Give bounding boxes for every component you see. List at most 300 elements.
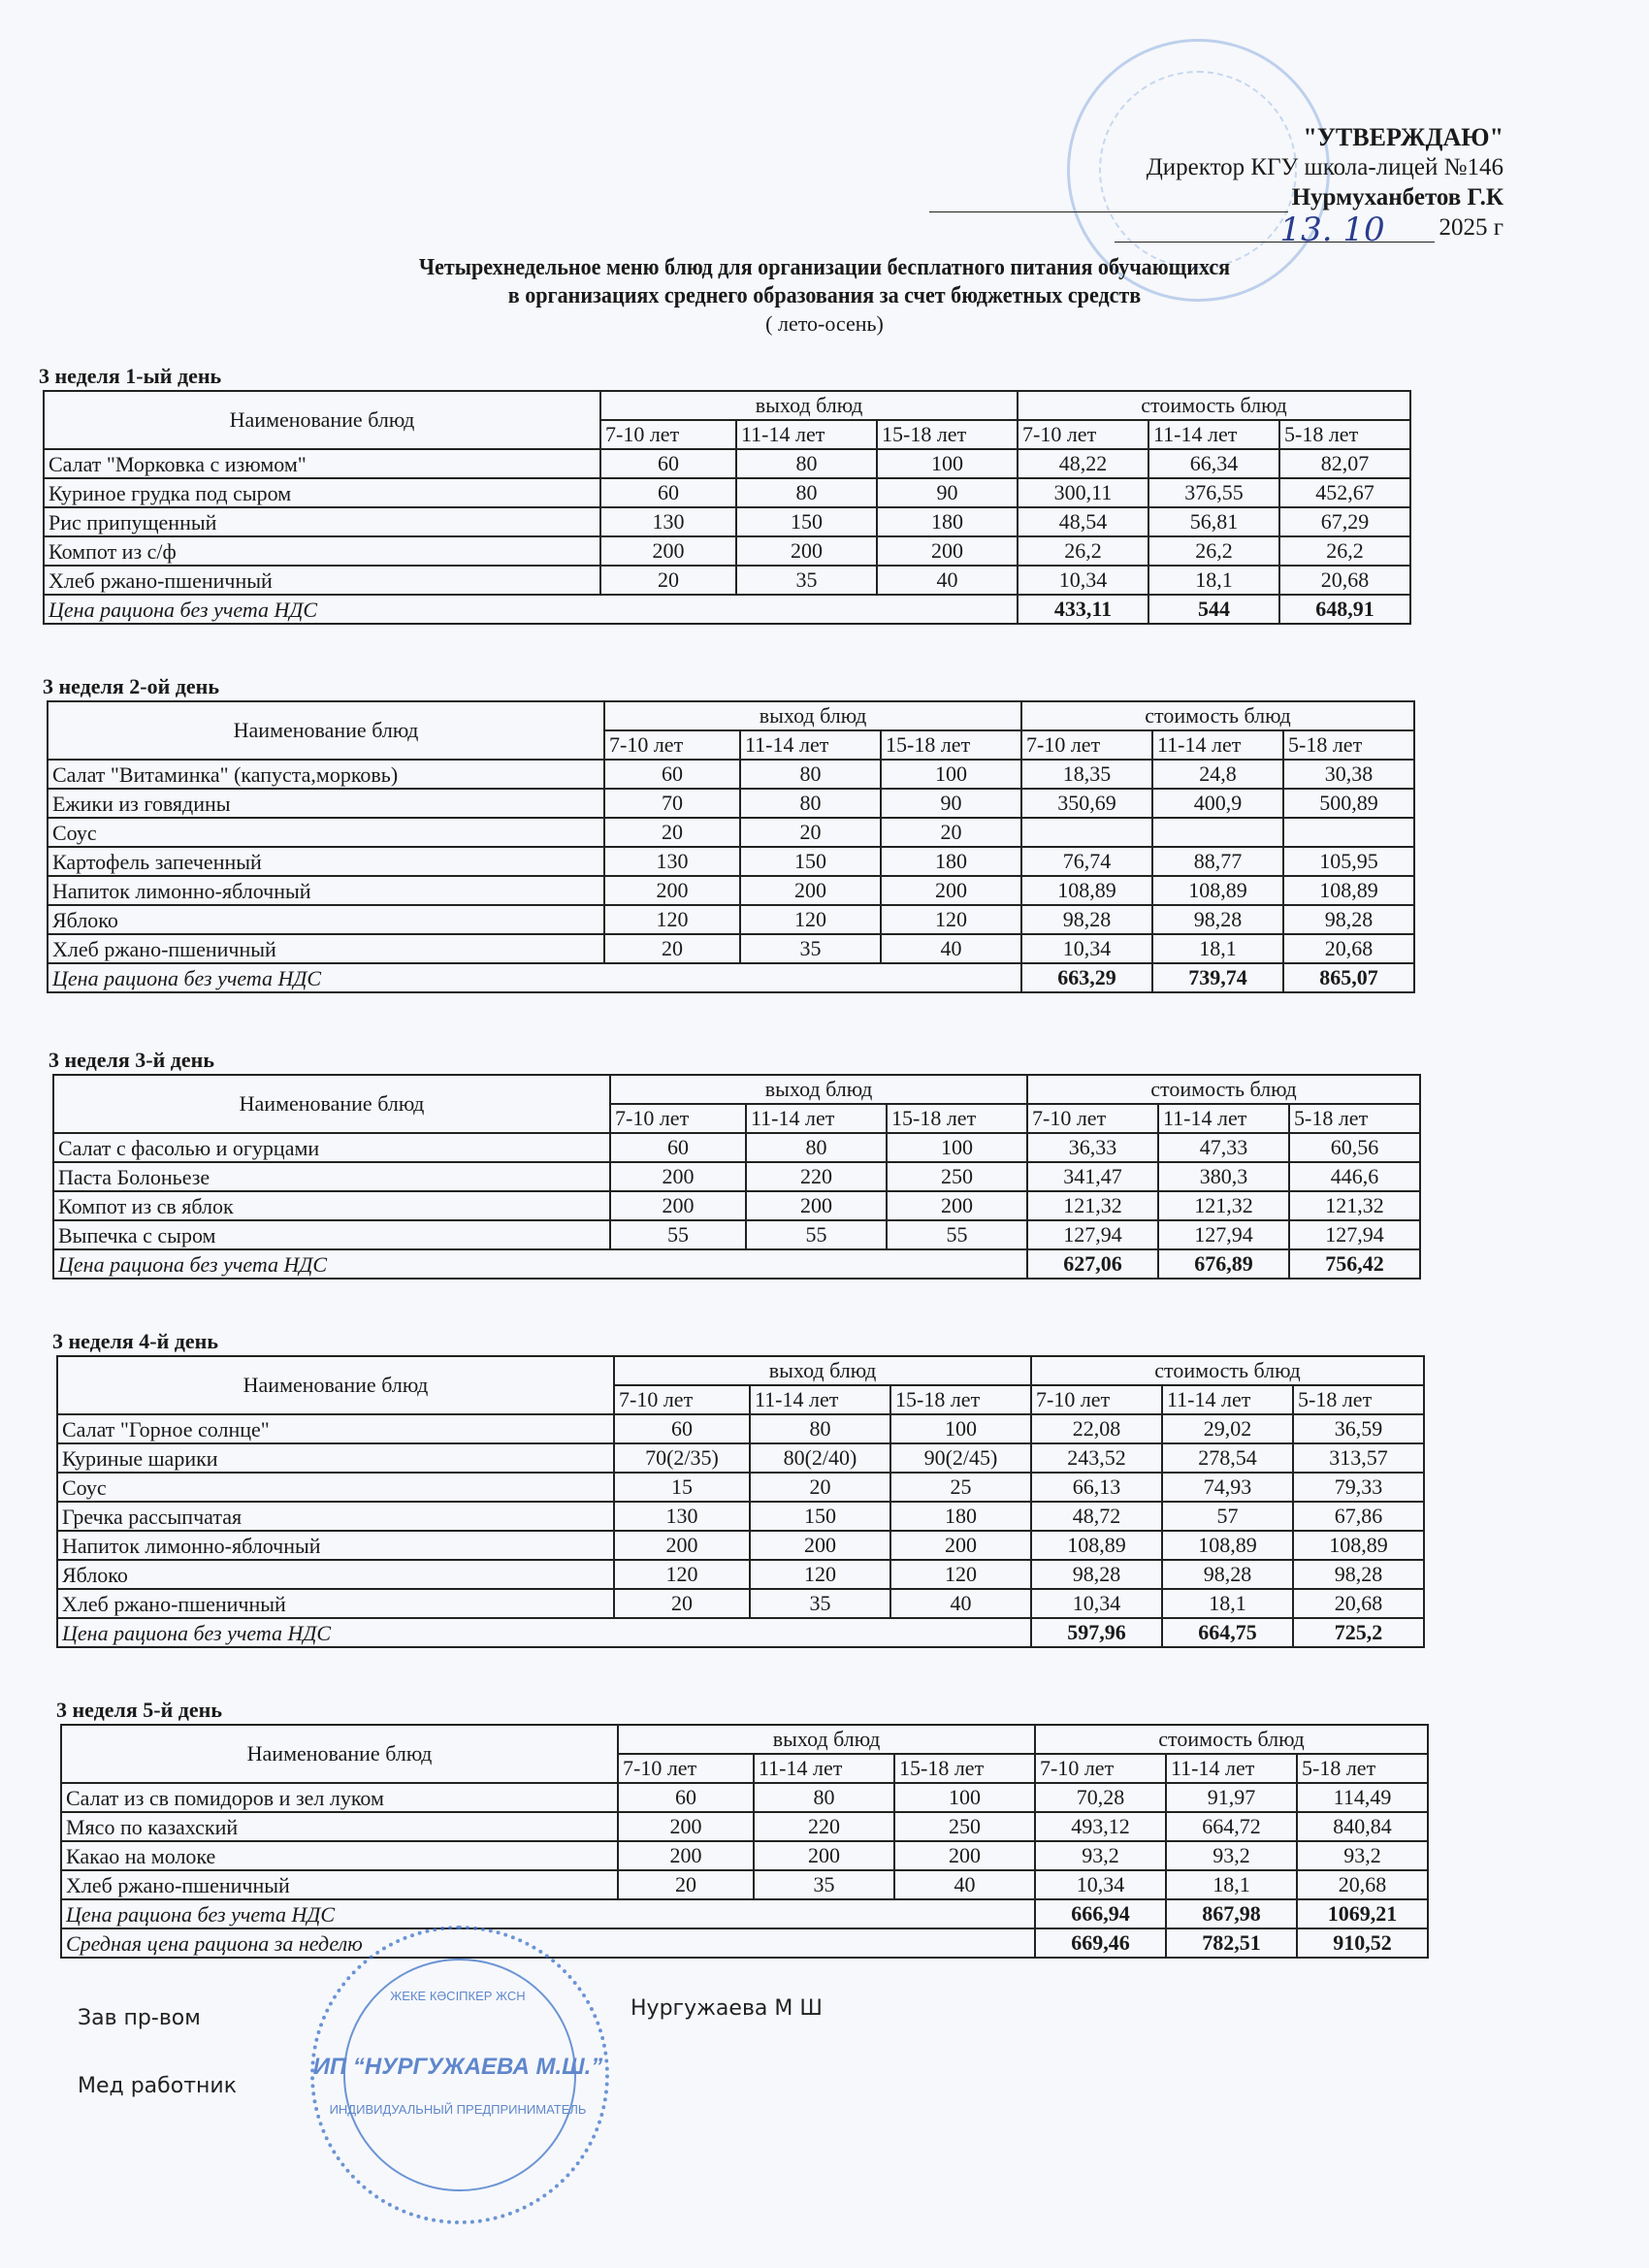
dish-yield: 40 xyxy=(881,934,1021,963)
title-line-1: Четырехнедельное меню блюд для организации бесплатного питания обучающихся xyxy=(418,255,1231,280)
day-title: 3 неделя 5-й день xyxy=(56,1698,222,1722)
dish-cost: 18,1 xyxy=(1148,566,1279,595)
dish-cost: 380,3 xyxy=(1158,1162,1289,1191)
dish-yield: 80 xyxy=(736,449,877,478)
dish-yield: 100 xyxy=(877,449,1018,478)
dish-cost: 22,08 xyxy=(1031,1414,1162,1443)
dish-cost: 108,89 xyxy=(1031,1531,1162,1560)
dish-yield: 150 xyxy=(750,1502,890,1531)
cost-age-header: 11-14 лет xyxy=(1158,1104,1289,1133)
approval-position: Директор КГУ школа-лицей №146 xyxy=(1146,154,1504,180)
weekly-average-label: Средная цена рациона за неделю xyxy=(61,1928,1035,1958)
cost-age-header: 7-10 лет xyxy=(1031,1385,1162,1414)
total-label: Цена рациона без учета НДС xyxy=(44,595,1018,624)
dish-cost: 60,56 xyxy=(1289,1133,1420,1162)
dish-name: Гречка рассыпчатая xyxy=(57,1502,614,1531)
dish-cost: 47,33 xyxy=(1158,1133,1289,1162)
dish-yield: 200 xyxy=(736,536,877,566)
dish-yield: 60 xyxy=(600,449,736,478)
dish-cost: 30,38 xyxy=(1283,760,1414,789)
dish-yield: 220 xyxy=(754,1812,894,1841)
dish-name: Ежики из говядины xyxy=(48,789,604,818)
yield-age-header: 11-14 лет xyxy=(746,1104,887,1133)
dish-name: Напиток лимонно-яблочный xyxy=(57,1531,614,1560)
stamp-top-text: ЖЕКЕ КӘСІПКЕР ЖСН xyxy=(390,1989,526,2003)
dish-cost: 26,2 xyxy=(1018,536,1148,566)
table-row xyxy=(48,760,1414,789)
dish-cost: 76,74 xyxy=(1021,847,1152,876)
cost-header: стоимость блюд xyxy=(1018,391,1410,420)
dish-yield: 20 xyxy=(740,818,881,847)
yield-age-header: 15-18 лет xyxy=(887,1104,1027,1133)
dish-name: Яблоко xyxy=(57,1560,614,1589)
dish-cost: 20,68 xyxy=(1293,1589,1424,1618)
stamp-sub-text: ИНДИВИДУАЛЬНЫЙ ПРЕДПРИНИМАТЕЛЬ xyxy=(329,2102,587,2117)
total-row xyxy=(53,1249,1420,1279)
total-row xyxy=(48,963,1414,992)
day-title: 3 неделя 2-ой день xyxy=(43,674,219,698)
dish-yield: 70(2/35) xyxy=(614,1443,750,1473)
dish-cost: 48,72 xyxy=(1031,1502,1162,1531)
table-row xyxy=(57,1414,1424,1443)
dish-yield: 150 xyxy=(736,507,877,536)
dish-name-header: Наименование блюд xyxy=(61,1725,618,1783)
dish-yield: 200 xyxy=(600,536,736,566)
dish-yield: 35 xyxy=(740,934,881,963)
yield-age-header: 15-18 лет xyxy=(881,730,1021,760)
table-row xyxy=(48,905,1414,934)
dish-yield: 200 xyxy=(604,876,740,905)
dish-name: Компот из св яблок xyxy=(53,1191,610,1220)
dish-yield: 100 xyxy=(890,1414,1031,1443)
dish-yield: 35 xyxy=(754,1870,894,1899)
cost-age-header: 5-18 лет xyxy=(1279,420,1410,449)
cost-age-header: 5-18 лет xyxy=(1289,1104,1420,1133)
table-row xyxy=(48,789,1414,818)
total-value: 865,07 xyxy=(1283,963,1414,992)
dish-cost: 376,55 xyxy=(1148,478,1279,507)
dish-yield: 180 xyxy=(881,847,1021,876)
dish-yield: 200 xyxy=(890,1531,1031,1560)
dish-cost: 79,33 xyxy=(1293,1473,1424,1502)
approval-title: "УТВЕРЖДАЮ" xyxy=(1303,123,1504,151)
dish-cost: 26,2 xyxy=(1148,536,1279,566)
dish-yield: 250 xyxy=(894,1812,1035,1841)
dish-cost: 493,12 xyxy=(1035,1812,1166,1841)
dish-yield: 20 xyxy=(600,566,736,595)
dish-cost: 20,68 xyxy=(1279,566,1410,595)
dish-yield: 80(2/40) xyxy=(750,1443,890,1473)
dish-cost: 67,86 xyxy=(1293,1502,1424,1531)
total-value: 676,89 xyxy=(1158,1249,1289,1279)
yield-age-header: 7-10 лет xyxy=(618,1754,754,1783)
table-row xyxy=(48,876,1414,905)
dish-cost: 108,89 xyxy=(1293,1531,1424,1560)
dish-cost: 121,32 xyxy=(1158,1191,1289,1220)
cost-age-header: 11-14 лет xyxy=(1162,1385,1293,1414)
dish-cost: 341,47 xyxy=(1027,1162,1158,1191)
stamp-main-text: ИП “НУРГУЖАЕВА М.Ш.” xyxy=(312,2054,603,2080)
dish-yield: 220 xyxy=(746,1162,887,1191)
dish-yield: 55 xyxy=(746,1220,887,1249)
dish-yield: 120 xyxy=(614,1560,750,1589)
dish-yield: 20 xyxy=(881,818,1021,847)
total-value: 756,42 xyxy=(1289,1249,1420,1279)
total-row xyxy=(61,1899,1428,1928)
dish-name: Соус xyxy=(48,818,604,847)
entrepreneur-stamp xyxy=(310,1926,609,2224)
dish-yield: 80 xyxy=(736,478,877,507)
dish-name-header: Наименование блюд xyxy=(57,1356,614,1414)
total-label: Цена рациона без учета НДС xyxy=(53,1249,1027,1279)
dish-yield: 90 xyxy=(877,478,1018,507)
yield-age-header: 11-14 лет xyxy=(740,730,881,760)
total-value: 666,94 xyxy=(1035,1899,1166,1928)
header-row xyxy=(57,1356,1424,1385)
season-label: ( лето-осень) xyxy=(765,311,884,336)
dish-cost: 108,89 xyxy=(1162,1531,1293,1560)
table-row xyxy=(61,1841,1428,1870)
yield-header: выход блюд xyxy=(610,1075,1027,1104)
handwritten-date: 13. 10 xyxy=(1279,211,1385,249)
yield-age-header: 11-14 лет xyxy=(736,420,877,449)
dish-yield: 60 xyxy=(610,1133,746,1162)
dish-yield: 60 xyxy=(614,1414,750,1443)
menu-table xyxy=(43,390,1411,625)
date-line xyxy=(1115,211,1435,249)
document-title xyxy=(0,254,1649,338)
dish-yield: 55 xyxy=(610,1220,746,1249)
approval-year: 2025 г xyxy=(1439,214,1504,241)
dish-cost xyxy=(1021,818,1152,847)
table-row xyxy=(53,1133,1420,1162)
dish-name: Хлеб ржано-пшеничный xyxy=(61,1870,618,1899)
dish-cost: 36,33 xyxy=(1027,1133,1158,1162)
dish-yield: 90(2/45) xyxy=(890,1443,1031,1473)
dish-name: Напиток лимонно-яблочный xyxy=(48,876,604,905)
table-row xyxy=(61,1870,1428,1899)
dish-cost: 91,97 xyxy=(1166,1783,1297,1812)
dish-yield: 200 xyxy=(887,1191,1027,1220)
dish-yield: 200 xyxy=(894,1841,1035,1870)
dish-name: Куриные шарики xyxy=(57,1443,614,1473)
yield-age-header: 7-10 лет xyxy=(600,420,736,449)
dish-cost: 98,28 xyxy=(1283,905,1414,934)
yield-header: выход блюд xyxy=(618,1725,1035,1754)
table-row xyxy=(57,1473,1424,1502)
dish-yield: 20 xyxy=(614,1589,750,1618)
total-value: 664,75 xyxy=(1162,1618,1293,1647)
dish-yield: 60 xyxy=(618,1783,754,1812)
total-value: 544 xyxy=(1148,595,1279,624)
dish-cost: 98,28 xyxy=(1021,905,1152,934)
dish-cost: 88,77 xyxy=(1152,847,1283,876)
dish-cost: 67,29 xyxy=(1279,507,1410,536)
cost-age-header: 7-10 лет xyxy=(1018,420,1148,449)
dish-name-header: Наименование блюд xyxy=(48,701,604,760)
cost-header: стоимость блюд xyxy=(1035,1725,1428,1754)
table-row xyxy=(57,1502,1424,1531)
menu-table xyxy=(60,1724,1429,1959)
dish-yield: 100 xyxy=(881,760,1021,789)
cost-header: стоимость блюд xyxy=(1027,1075,1420,1104)
yield-age-header: 11-14 лет xyxy=(754,1754,894,1783)
dish-yield: 55 xyxy=(887,1220,1027,1249)
dish-cost: 108,89 xyxy=(1283,876,1414,905)
dish-name: Паста Болоньезе xyxy=(53,1162,610,1191)
header-row xyxy=(48,701,1414,730)
dish-cost: 66,13 xyxy=(1031,1473,1162,1502)
dish-yield: 60 xyxy=(600,478,736,507)
dish-yield: 200 xyxy=(610,1191,746,1220)
dish-name: Салат с фасолью и огурцами xyxy=(53,1133,610,1162)
dish-cost: 56,81 xyxy=(1148,507,1279,536)
table-row xyxy=(48,847,1414,876)
yield-age-header: 15-18 лет xyxy=(877,420,1018,449)
total-value: 1069,21 xyxy=(1297,1899,1428,1928)
dish-cost: 18,1 xyxy=(1152,934,1283,963)
dish-cost: 278,54 xyxy=(1162,1443,1293,1473)
dish-cost: 10,34 xyxy=(1035,1870,1166,1899)
dish-name: Какао на молоке xyxy=(61,1841,618,1870)
approval-block xyxy=(929,122,1504,249)
dish-yield: 200 xyxy=(610,1162,746,1191)
dish-yield: 40 xyxy=(894,1870,1035,1899)
dish-yield: 20 xyxy=(604,818,740,847)
dish-name: Салат "Горное солнце" xyxy=(57,1414,614,1443)
dish-yield: 80 xyxy=(740,789,881,818)
dish-cost: 20,68 xyxy=(1283,934,1414,963)
dish-yield: 200 xyxy=(746,1191,887,1220)
dish-cost: 18,1 xyxy=(1162,1589,1293,1618)
dish-cost: 26,2 xyxy=(1279,536,1410,566)
dish-yield: 200 xyxy=(618,1841,754,1870)
dish-yield: 200 xyxy=(618,1812,754,1841)
cost-age-header: 5-18 лет xyxy=(1293,1385,1424,1414)
table-row xyxy=(57,1443,1424,1473)
dish-yield: 120 xyxy=(890,1560,1031,1589)
dish-cost: 10,34 xyxy=(1031,1589,1162,1618)
dish-yield: 35 xyxy=(736,566,877,595)
table-row xyxy=(44,449,1410,478)
dish-yield: 100 xyxy=(894,1783,1035,1812)
dish-name: Яблоко xyxy=(48,905,604,934)
dish-cost: 93,2 xyxy=(1166,1841,1297,1870)
head-name: Нургужаева М Ш xyxy=(630,1996,823,2021)
dish-cost: 48,54 xyxy=(1018,507,1148,536)
yield-header: выход блюд xyxy=(604,701,1021,730)
dish-yield: 25 xyxy=(890,1473,1031,1502)
dish-cost xyxy=(1283,818,1414,847)
yield-age-header: 11-14 лет xyxy=(750,1385,890,1414)
dish-cost: 98,28 xyxy=(1293,1560,1424,1589)
dish-name: Салат из св помидоров и зел луком xyxy=(61,1783,618,1812)
dish-yield: 80 xyxy=(746,1133,887,1162)
dish-yield: 80 xyxy=(740,760,881,789)
dish-yield: 20 xyxy=(618,1870,754,1899)
yield-age-header: 7-10 лет xyxy=(604,730,740,760)
day-title: 3 неделя 3-й день xyxy=(48,1048,214,1072)
dish-name: Салат "Морковка с изюмом" xyxy=(44,449,600,478)
dish-cost: 20,68 xyxy=(1297,1870,1428,1899)
dish-cost: 36,59 xyxy=(1293,1414,1424,1443)
dish-name: Салат "Витаминка" (капуста,морковь) xyxy=(48,760,604,789)
dish-cost: 18,35 xyxy=(1021,760,1152,789)
table-row xyxy=(61,1783,1428,1812)
dish-yield: 130 xyxy=(614,1502,750,1531)
dish-yield: 200 xyxy=(614,1531,750,1560)
dish-cost: 400,9 xyxy=(1152,789,1283,818)
dish-yield: 80 xyxy=(754,1783,894,1812)
dish-yield: 200 xyxy=(881,876,1021,905)
dish-yield: 130 xyxy=(600,507,736,536)
dish-yield: 200 xyxy=(740,876,881,905)
dish-cost: 446,6 xyxy=(1289,1162,1420,1191)
dish-yield: 120 xyxy=(604,905,740,934)
dish-name: Хлеб ржано-пшеничный xyxy=(48,934,604,963)
dish-name: Соус xyxy=(57,1473,614,1502)
dish-yield: 90 xyxy=(881,789,1021,818)
dish-yield: 70 xyxy=(604,789,740,818)
table-row xyxy=(44,507,1410,536)
table-row xyxy=(44,566,1410,595)
dish-cost: 127,94 xyxy=(1027,1220,1158,1249)
dish-cost: 93,2 xyxy=(1297,1841,1428,1870)
table-row xyxy=(48,934,1414,963)
dish-yield: 200 xyxy=(877,536,1018,566)
dish-cost: 66,34 xyxy=(1148,449,1279,478)
dish-yield: 15 xyxy=(614,1473,750,1502)
cost-header: стоимость блюд xyxy=(1021,701,1414,730)
dish-yield: 180 xyxy=(890,1502,1031,1531)
total-value: 739,74 xyxy=(1152,963,1283,992)
weekly-average-value: 669,46 xyxy=(1035,1928,1166,1958)
total-label: Цена рациона без учета НДС xyxy=(48,963,1021,992)
total-value: 597,96 xyxy=(1031,1618,1162,1647)
director-signature-line xyxy=(929,190,1288,212)
dish-yield: 250 xyxy=(887,1162,1027,1191)
dish-cost: 24,8 xyxy=(1152,760,1283,789)
dish-cost: 350,69 xyxy=(1021,789,1152,818)
total-value: 627,06 xyxy=(1027,1249,1158,1279)
dish-cost: 452,67 xyxy=(1279,478,1410,507)
total-value: 648,91 xyxy=(1279,595,1410,624)
dish-cost: 664,72 xyxy=(1166,1812,1297,1841)
dish-cost: 10,34 xyxy=(1018,566,1148,595)
cost-header: стоимость блюд xyxy=(1031,1356,1424,1385)
header-row xyxy=(53,1075,1420,1104)
cost-age-header: 7-10 лет xyxy=(1035,1754,1166,1783)
dish-cost: 93,2 xyxy=(1035,1841,1166,1870)
dish-yield: 80 xyxy=(750,1414,890,1443)
dish-cost: 108,89 xyxy=(1152,876,1283,905)
dish-name-header: Наименование блюд xyxy=(44,391,600,449)
weekly-average-value: 782,51 xyxy=(1166,1928,1297,1958)
director-name: Нурмуханбетов Г.К xyxy=(1291,184,1504,211)
dish-cost: 29,02 xyxy=(1162,1414,1293,1443)
dish-cost: 82,07 xyxy=(1279,449,1410,478)
table-row xyxy=(53,1162,1420,1191)
dish-name: Хлеб ржано-пшеничный xyxy=(44,566,600,595)
table-row xyxy=(57,1560,1424,1589)
dish-cost: 105,95 xyxy=(1283,847,1414,876)
menu-table xyxy=(56,1355,1425,1648)
dish-yield: 120 xyxy=(750,1560,890,1589)
yield-header: выход блюд xyxy=(600,391,1018,420)
dish-yield: 100 xyxy=(887,1133,1027,1162)
dish-yield: 20 xyxy=(604,934,740,963)
menu-table xyxy=(47,700,1415,993)
yield-header: выход блюд xyxy=(614,1356,1031,1385)
yield-age-header: 15-18 лет xyxy=(890,1385,1031,1414)
table-row xyxy=(48,818,1414,847)
table-row xyxy=(44,478,1410,507)
dish-cost: 121,32 xyxy=(1027,1191,1158,1220)
dish-name: Куриное грудка под сыром xyxy=(44,478,600,507)
dish-name: Мясо по казахский xyxy=(61,1812,618,1841)
dish-cost: 127,94 xyxy=(1289,1220,1420,1249)
cost-age-header: 5-18 лет xyxy=(1283,730,1414,760)
cost-age-header: 5-18 лет xyxy=(1297,1754,1428,1783)
dish-cost: 840,84 xyxy=(1297,1812,1428,1841)
menu-table xyxy=(52,1074,1421,1280)
title-line-2: в организациях среднего образования за счет бюджетных средств xyxy=(507,283,1142,308)
dish-yield: 120 xyxy=(740,905,881,934)
yield-age-header: 15-18 лет xyxy=(894,1754,1035,1783)
dish-name: Рис припущенный xyxy=(44,507,600,536)
dish-yield: 200 xyxy=(750,1531,890,1560)
dish-yield: 130 xyxy=(604,847,740,876)
dish-name: Выпечка с сыром xyxy=(53,1220,610,1249)
dish-yield: 60 xyxy=(604,760,740,789)
dish-cost: 500,89 xyxy=(1283,789,1414,818)
table-row xyxy=(57,1589,1424,1618)
dish-cost: 10,34 xyxy=(1021,934,1152,963)
dish-yield: 20 xyxy=(750,1473,890,1502)
head-label: Зав пр-вом xyxy=(78,2006,201,2030)
dish-cost: 108,89 xyxy=(1021,876,1152,905)
total-label: Цена рациона без учета НДС xyxy=(57,1618,1031,1647)
dish-cost: 114,49 xyxy=(1297,1783,1428,1812)
cost-age-header: 11-14 лет xyxy=(1148,420,1279,449)
header-row xyxy=(44,391,1410,420)
dish-name: Картофель запеченный xyxy=(48,847,604,876)
cost-age-header: 7-10 лет xyxy=(1027,1104,1158,1133)
total-value: 867,98 xyxy=(1166,1899,1297,1928)
dish-cost xyxy=(1152,818,1283,847)
yield-age-header: 7-10 лет xyxy=(610,1104,746,1133)
dish-yield: 35 xyxy=(750,1589,890,1618)
dish-cost: 300,11 xyxy=(1018,478,1148,507)
dish-cost: 127,94 xyxy=(1158,1220,1289,1249)
dish-cost: 313,57 xyxy=(1293,1443,1424,1473)
dish-yield: 40 xyxy=(877,566,1018,595)
dish-cost: 98,28 xyxy=(1152,905,1283,934)
dish-cost: 48,22 xyxy=(1018,449,1148,478)
day-title: 3 неделя 4-й день xyxy=(52,1329,218,1353)
table-row xyxy=(53,1191,1420,1220)
dish-cost: 18,1 xyxy=(1166,1870,1297,1899)
header-row xyxy=(61,1725,1428,1754)
weekly-average-row xyxy=(61,1928,1428,1958)
dish-cost: 121,32 xyxy=(1289,1191,1420,1220)
table-row xyxy=(44,536,1410,566)
cost-age-header: 11-14 лет xyxy=(1166,1754,1297,1783)
table-row xyxy=(61,1812,1428,1841)
table-row xyxy=(53,1220,1420,1249)
total-value: 725,2 xyxy=(1293,1618,1424,1647)
dish-name: Хлеб ржано-пшеничный xyxy=(57,1589,614,1618)
